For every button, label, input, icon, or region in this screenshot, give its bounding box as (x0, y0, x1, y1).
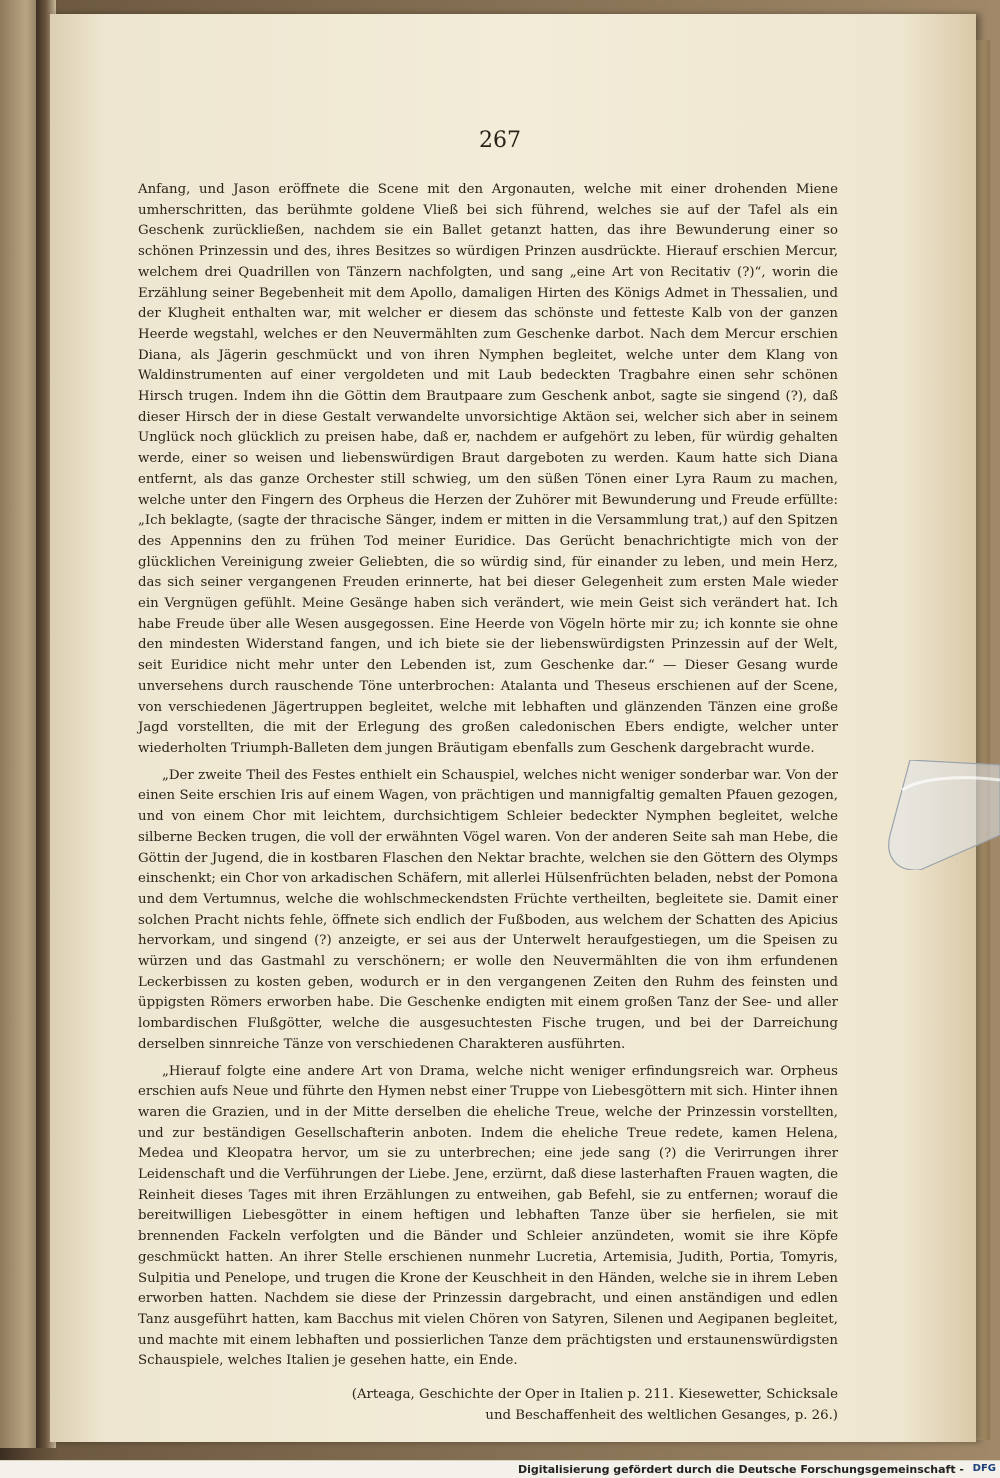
citation-line-2: und Beschaffenheit des weltlichen Gesanges, p. 26.) (485, 1408, 838, 1424)
page-text (138, 180, 838, 1426)
page-number: 267 (479, 128, 521, 153)
paragraph-2: „Der zweite Theil des Festes enthielt ein Schauspiel, welches nicht weniger sonderbar war. Von der einen Seite erschien Iris auf einem Wagen, von prächtigen und mannigfaltig gemalten Pfauen gezogen, und von einem Chor mit leichtem, durchsichtigem Schleier bedeckter Nymphen begleitet, welche silberne Becken trugen, die voll der erwähnten Vögel waren. Von der anderen Seite sah man Hebe, die Göttin der Jugend, die in kostbaren Flaschen den Nektar brachte, welchen sie den Göttern des Olymps einschenkt; ein Chor von arkadischen Schäfern, mit allerlei Hülsenfrüchten beladen, nebst der Pomona und dem Vertumnus, welche die wohlschmeckendsten Früchte vertheilten, begleitete sie. Damit einer solchen Pracht nichts fehle, öffnete sich endlich der Fußboden, aus welchem der Schatten des Apicius hervorkam, und singend (?) anzeigte, er sei aus der Unterwelt heraufgestiegen, um die Speisen zu würzen und das Gastmahl zu verschönern; er wolle den Neuvermählten die von ihm erfundenen Leckerbissen zu kosten geben, wodurch er in den vergangenen Zeiten den Ruhm des feinsten und üppigsten Römers erworben habe. Die Geschenke endigten mit einem großen Tanz der See- und aller lombardischen Flußgötter, welche die ausgesuchtesten Fische trugen, und bei der Darreichung derselben sinnreiche Tänze von verschiedenen Charakteren ausführten. (138, 767, 838, 1052)
paragraph-1: Anfang, und Jason eröffnete die Scene mit den Argonauten, welche mit einer drohenden Miene umherschritten, das berühmte goldene Vließ bei sich führend, welches sie auf der Tafel als ein Geschenk zurückließen, nachdem sie ein Ballet getanzt hatten, das ihre Bewunderung einer so schönen Prinzessin und des, ihres Besitzes so würdigen Prinzen ausdrückte. Hierauf erschien Mercur, welchem drei Quadrillen von Tänzern nachfolgten, und sang „eine Art von Recitativ (?)“, worin die Erzählung seiner Begebenheit mit dem Apollo, damaligen Hirten des Königs Admet in Thessalien, und der Klugheit enthalten war, mit welcher er diesem das schönste und fetteste Kalb von der ganzen Heerde wegstahl, welches er den Neuvermählten zum Geschenke darbot. Nach dem Mercur erschien Diana, als Jägerin geschmückt und von ihren Nymphen begleitet, welche unter dem Klang von Waldinstrumenten auf einer vergoldeten und mit Laub bedeckten Tragbahre einen sehr schönen Hirsch trugen. Indem ihn die Göttin dem Brautpaare zum Geschenk anbot, sagte sie singend (?), daß dieser Hirsch der in diese Gestalt verwandelte unvorsichtige Aktäon sei, welcher sich aber in seinem Unglück noch glücklich zu preisen habe, daß er, nachdem er aufgehört zu leben, für würdig gehalten werde, einer so weisen und liebenswürdigen Braut dargeboten zu werden. Kaum hatte sich Diana entfernt, als das ganze Orchester still schwieg, um den süßen Tönen einer Lyra Raum zu machen, welche unter den Fingern des Orpheus die Herzen der Zuhörer mit Bewunderung und Freude erfüllte: „Ich beklagte, (sagte der thracische Sänger, indem er mitten in die Versammlung trat,) auf den Spitzen des Appennins den zu frühen Tod meiner Euridice. Das Gerücht benachrichtigte mich von der glücklichen Vereinigung zweier Geliebten, die so würdig sind, für einander zu leben, und mein Herz, das sich seiner vergangenen Freuden erinnerte, hat bei dieser Gelegenheit zum ersten Male wieder ein Vergnügen gefühlt. Meine Gesänge haben sich verändert, wie mein Geist sich verändert hat. Ich habe Freude über alle Wesen ausgegossen. Eine Heerde von Vögeln hörte mir zu; ich konnte sie ohne den mindesten Widerstand fangen, und ich biete sie der liebenswürdigsten Prinzessin auf der Welt, seit Euridice nicht mehr unter den Lebenden ist, zum Geschenke dar.“ — Dieser Gesang wurde unversehens durch rauschende Töne unterbrochen: Atalanta und Theseus erschienen auf der Scene, von verschiedenen Jägertruppen begleitet, welche mit lebhaften und glänzenden Tänzen eine große Jagd vorstellten, die mit der Erlegung des großen caledonischen Ebers endigte, welcher unter wiederholten Triumph-Balleten dem jungen Bräutigam ebenfalls zum Geschenk dargebracht wurde. (138, 182, 838, 756)
footer-bar (0, 1460, 1000, 1478)
citation (138, 1384, 838, 1426)
citation-line-1: (Arteaga, Geschichte der Oper in Italien p. 211. Kiesewetter, Schicksale (351, 1387, 838, 1403)
paragraph-3: „Hierauf folgte eine andere Art von Drama, welche nicht weniger erfindungsreich war. Orpheus erschien aufs Neue und führte den Hymen nebst einer Truppe von Liebesgöttern mit sich. Hinter ihnen waren die Grazien, und in der Mitte derselben die eheliche Treue, welche der Prinzessin vorstellten, und zur beständigen Gesellschafterin anboten. Indem die eheliche Treue redete, kamen Helena, Medea und Kleopatra hervor, um sie zu unterbrechen; eine jede sang (?) die Verirrungen ihrer Leidenschaft und die Verführungen der Liebe. Jene, erzürnt, daß diese lasterhaften Frauen wagten, die Reinheit dieses Tages mit ihren Erzählungen zu entweihen, gab Befehl, sie zu entfernen; worauf die bereitwilligen Liebesgötter in einem heftigen und lebhaften Tanze über sie herfielen, sie mit brennenden Fackeln verfolgten und die Bänder und Schleier anzündeten, womit sie ihre Köpfe geschmückt hatten. An ihrer Stelle erschienen nunmehr Lucretia, Artemisia, Judith, Portia, Tomyris, Sulpitia und Penelope, und trugen die Krone der Keuschheit in den Händen, welche sie in ihrem Leben erworben hatten. Nachdem sie diese der Prinzessin dargebracht, und einen anständigen und edlen Tanz ausgeführt hatten, kam Bacchus mit vielen Chören von Satyren, Silenen und Aegipanen begleitet, und machte mit einem lebhaften und possierlichen Tanze dem prächtigsten und erstaunenswürdigsten Schauspiele, welches Italien je gesehen hatte, ein Ende. (138, 1063, 838, 1369)
page-holder-clip-icon (880, 760, 1000, 870)
footer-credit: Digitalisierung gefördert durch die Deutsche Forschungsgemeinschaft - (517, 1463, 964, 1476)
dfg-logo: DFG (972, 1463, 996, 1474)
